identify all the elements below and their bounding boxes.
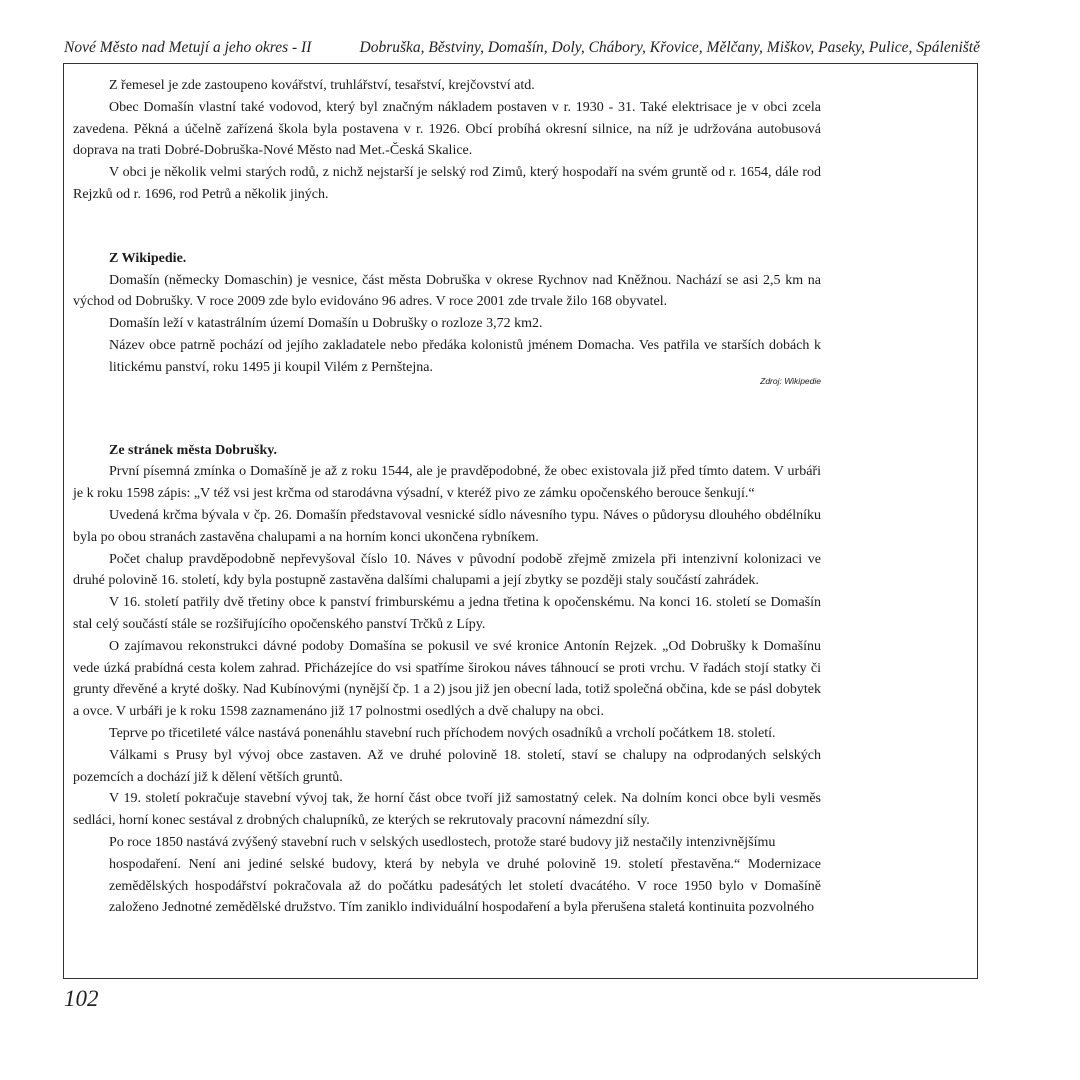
source-note: Zdroj: Wikipedie — [760, 375, 821, 386]
book-title-header: Nové Město nad Metují a jeho okres - II — [64, 39, 312, 56]
intro-paragraph-3: V obci je několik velmi starých rodů, z nichž nejstarší je selský rod Zimů, který hospodaří na svém gruntě od r. 1654, dále rod Rejzků od r. 1696, rod Petrů a několik jiných. — [73, 165, 821, 202]
city-paragraph-4: V 16. století patřily dvě třetiny obce k panství frimburskému a jedna třetina k opočenskému. Na konci 16. století se Domašín stal celý součástí stále se rozšiřujícího opočenského panství Trčků z Lípy. — [73, 595, 821, 632]
chapter-places-header: Dobruška, Běstviny, Domašín, Doly, Chábory, Křovice, Mělčany, Miškov, Paseky, Pulice, Spáleniště — [359, 39, 980, 56]
wikipedia-paragraph-2: Domašín leží v katastrálním území Domašín u Dobrušky o rozloze 3,72 km2. — [109, 316, 543, 332]
running-header — [64, 38, 980, 60]
city-paragraph-9: Po roce 1850 nastává zvýšený stavební ruch v selských usedlostech, protože staré budovy již nestačily intenzivnějšímu — [109, 834, 776, 850]
section-spacer — [73, 206, 821, 248]
city-paragraph-8: V 19. století pokračuje stavební vývoj tak, že horní část obce tvoří již samostatný celek. Na dolním konci obce byli vesměs sedláci, horní konec sestával z drobných chalupníků, ze kterých se rekrutovaly pracovní námezdní síly. — [73, 791, 821, 829]
city-paragraph-2: Uvedená krčma bývala v čp. 26. Domašín představoval vesnické sídlo návesního typu. Náves o půdorysu dlouhého obdélníku byla po obou stranách zastavěna chalupami a na horním konci ukončena rybníkem. — [73, 507, 821, 545]
city-paragraph-5: O zajímavou rekonstrukci dávné podoby Domašína se pokusil ve své kronice Antonín Rejzek. „Od Dobrušky k Domašínu vede úzká prabídná cesta kolem zahrad. Přicházejíce do vsi spatříme širokou náves táhnoucí se proti vrchu. V řadách stojí statky či grunty dřevěné a kryté došky. Nad Kubínovými (nynější čp. 1 a 2) jsou již jen obecní lada, totiž společná občina, kde se pásl dobytek a ovce. V urbáři je k roku 1598 zaznamenáno již 17 polnostmi osedlých a dvě chalupy na obci. — [73, 638, 821, 720]
intro-paragraph-2: Obec Domašín vlastní také vodovod, který byl značným nákladem postaven v r. 1930 - 31. Také elektrisace je v obci zcela zavedena. Pěkná a účelně zařízená škola byla postavena v r. 1926. Obcí probíhá okresní silnice, na níž je udržována autobusová doprava na trati Dobré-Dobruška-Nové Město nad Met.-Česká Skalice. — [73, 99, 821, 159]
wikipedia-section-heading: Z Wikipedie. — [109, 250, 187, 266]
section-spacer — [73, 387, 821, 440]
city-paragraph-7: Válkami s Prusy byl vývoj obce zastaven. Až ve druhé polovině 18. století, staví se chalupy na odprodaných selských pozemcích a dochází již k dělení větších gruntů. — [73, 747, 821, 785]
city-paragraph-10: hospodaření. Není ani jediné selské budovy, která by nebyla ve druhé polovině 19. století přestavěna.“ Modernizace zemědělských hospodářství pokračovala až do počátku padesátých let století dvacátého. V roce 1950 bylo v Domašíně založeno Jednotné zemědělské družstvo. Tím zaniklo individuální hospodaření a byla přerušena staletá kontinuita pozvolného — [109, 856, 821, 916]
page-number: 102 — [64, 986, 99, 1011]
intro-paragraph-1: Z řemesel je zde zastoupeno kovářství, truhlářství, tesařství, krejčovství atd. — [109, 78, 535, 93]
page-body — [73, 75, 821, 919]
city-paragraph-6: Teprve po třicetileté válce nastává ponenáhlu stavební ruch příchodem nových osadníků a vrcholí počátkem 18. století. — [109, 725, 776, 741]
city-paragraph-1: První písemná zmínka o Domašíně je až z roku 1544, ale je pravděpodobné, že obec existovala již před tímto datem. V urbáři je k roku 1598 zápis: „V též vsi jest krčma od starodávna výsadní, v kteréž pivo ze zámku opočenského berouce šenkují.“ — [73, 464, 821, 502]
city-website-section-heading: Ze stránek města Dobrušky. — [109, 442, 278, 458]
wikipedia-paragraph-3: Název obce patrně pochází od jejího zakladatele nebo předáka kolonistů jménem Domacha. Ves patřila ve starších dobách k litickému panství, roku 1495 ji koupil Vilém z Pernštejna. — [109, 337, 821, 375]
text-frame — [63, 63, 978, 979]
city-paragraph-3: Počet chalup pravděpodobně nepřevyšoval číslo 10. Náves v původní podobě zřejmě zmizela při intenzivní kolonizaci ve druhé polovině 16. století, kdy byla postupně zastavěna dalšími chalupami a její zbytky se později staly součástí zahrádek. — [73, 551, 821, 589]
wikipedia-paragraph-1: Domašín (německy Domaschin) je vesnice, část města Dobruška v okrese Rychnov nad Kněžnou. Nachází se asi 2,5 km na východ od Dobrušky. V roce 2009 zde bylo evidováno 96 adres. V roce 2001 zde trvale žilo 168 obyvatel. — [73, 272, 821, 310]
